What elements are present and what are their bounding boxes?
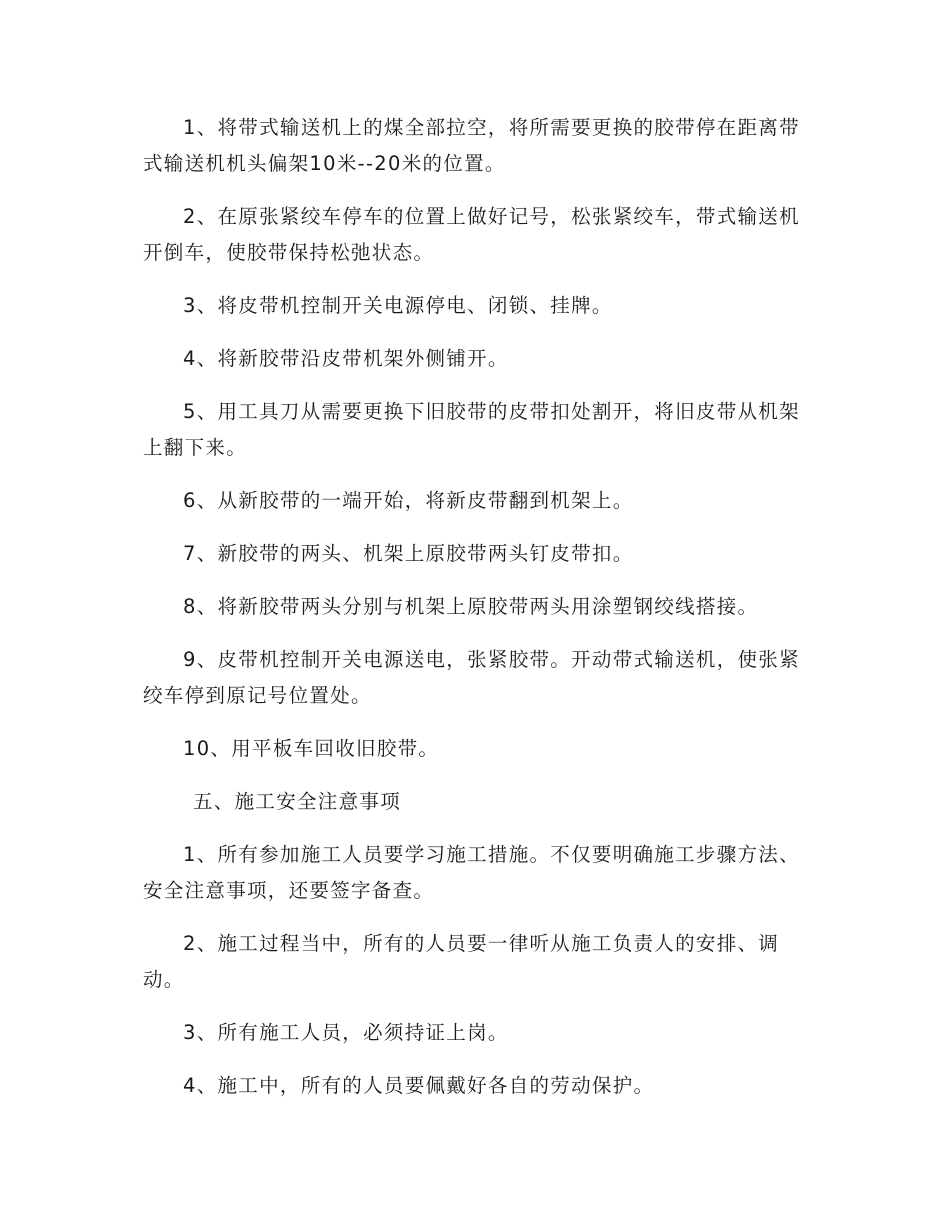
- paragraph-step-6: 6、从新胶带的一端开始，将新皮带翻到机架上。: [183, 489, 634, 512]
- paragraph-step-8: 8、将新胶带两头分别与机架上原胶带两头用涂塑钢绞线搭接。: [183, 595, 759, 618]
- paragraph-step-1: 1、将带式输送机上的煤全部拉空，将所需要更换的胶带停在距离带式输送机机头偏架10米--20米的位置。: [143, 116, 800, 175]
- section-heading-safety: 五、施工安全注意事项: [193, 790, 402, 813]
- paragraph-step-3: 3、将皮带机控制开关电源停电、闭锁、挂牌。: [183, 294, 613, 317]
- paragraph-safety-3: 3、所有施工人员，必须持证上岗。: [183, 1021, 509, 1044]
- paragraph-step-2: 2、在原张紧绞车停车的位置上做好记号，松张紧绞车，带式输送机开倒车，使胶带保持松弛状态。: [143, 205, 800, 264]
- paragraph-safety-2: 2、施工过程当中，所有的人员要一律听从施工负责人的安排、调动。: [143, 932, 780, 991]
- paragraph-step-9: 9、皮带机控制开关电源送电，张紧胶带。开动带式输送机，使张紧绞车停到原记号位置处。: [143, 648, 800, 707]
- paragraph-step-5: 5、用工具刀从需要更换下旧胶带的皮带扣处割开，将旧皮带从机架上翻下来。: [143, 400, 800, 459]
- document-body: [143, 110, 808, 1121]
- paragraph-step-7: 7、新胶带的两头、机架上原胶带两头钉皮带扣。: [183, 542, 634, 565]
- paragraph-step-4: 4、将新胶带沿皮带机架外侧铺开。: [183, 347, 509, 370]
- paragraph-safety-4: 4、施工中，所有的人员要佩戴好各自的劳动保护。: [183, 1074, 655, 1097]
- paragraph-safety-1: 1、所有参加施工人员要学习施工措施。不仅要明确施工步骤方法、安全注意事项，还要签字备查。: [143, 843, 800, 902]
- paragraph-step-10: 10、用平板车回收旧胶带。: [183, 737, 440, 760]
